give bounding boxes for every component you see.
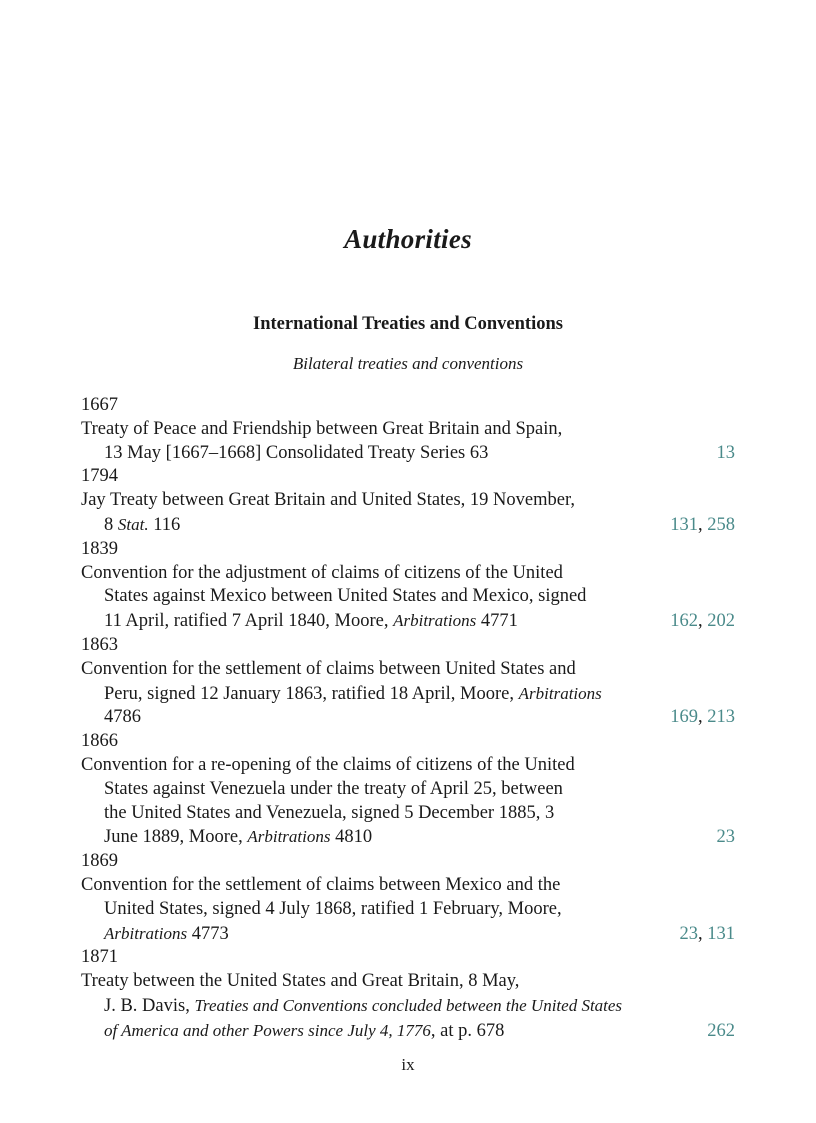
list-item (81, 489, 735, 538)
page-references (707, 1020, 735, 1044)
list-item (81, 658, 735, 730)
entry-italic-title: Arbitrations (247, 827, 331, 847)
entry-italic-title: Treaties and Conventions concluded between the United States (194, 995, 623, 1015)
page-ref-link[interactable]: 162 (670, 611, 698, 632)
entry-year: 1871 (81, 947, 118, 968)
list-item (81, 754, 735, 850)
page-ref-link[interactable]: 23 (716, 827, 735, 848)
list-item (81, 874, 735, 946)
entry-text (81, 513, 735, 538)
page-references (717, 826, 736, 850)
entry-year: 1866 (81, 731, 118, 752)
entry-year: 1794 (81, 466, 118, 487)
entry-text: States against Venezuela under the treaty of April 25, between (104, 778, 563, 799)
entry-year: 1863 (81, 634, 118, 655)
entry-text (81, 994, 735, 1019)
page-ref-separator: , (698, 923, 708, 944)
entry-text (81, 609, 735, 634)
list-item (81, 418, 735, 466)
entry-year: 1869 (81, 851, 118, 872)
page-ref-link[interactable]: 23 (679, 923, 698, 944)
page-ref-link[interactable]: 213 (707, 707, 735, 728)
page-ref-link[interactable]: 258 (707, 514, 735, 535)
page-ref-separator: , (698, 611, 708, 632)
entry-text: Treaty of Peace and Friendship between Great Britain and Spain, (81, 418, 563, 439)
authorities-list (81, 394, 735, 1044)
entry-text: States against Mexico between United States and Mexico, signed (104, 586, 587, 607)
entry-text: Convention for the settlement of claims between United States and (81, 658, 576, 679)
subheading: Bilateral treaties and conventions (292, 354, 524, 373)
entry-text-part: , at p. 678 (430, 1020, 505, 1041)
entry-italic-title: Arbitrations (393, 611, 477, 631)
entry-text-part: 116 (148, 514, 181, 535)
entry-text: 4786 (104, 707, 141, 728)
entry-italic-title: Arbitrations (518, 683, 602, 703)
page-references (717, 442, 736, 466)
page-ref-separator: , (698, 707, 708, 728)
entry-year: 1839 (81, 538, 118, 559)
entry-text-part: J. B. Davis, (104, 995, 195, 1016)
page-ref-link[interactable]: 202 (707, 611, 735, 632)
entry-text-part: Peru, signed 12 January 1863, ratified 18 April, Moore, (104, 683, 519, 704)
page-ref-link[interactable]: 169 (670, 707, 698, 728)
entry-text (81, 825, 735, 850)
entry-text-part: 11 April, ratified 7 April 1840, Moore, (104, 611, 394, 632)
entry-year: 1667 (81, 395, 118, 415)
entry-text-part: 4810 (330, 827, 373, 848)
entry-italic-title: of America and other Powers since July 4, 1776 (104, 1020, 431, 1040)
entry-text: 13 May [1667–1668] Consolidated Treaty Series 63 (104, 442, 489, 463)
entry-text (81, 922, 735, 947)
entry-text: the United States and Venezuela, signed 5 December 1885, 3 (104, 802, 555, 823)
entry-text: Jay Treaty between Great Britain and United States, 19 November, (81, 490, 576, 511)
page-references (670, 514, 735, 538)
entry-italic-title: Stat. (117, 514, 149, 534)
page-ref-link[interactable]: 131 (670, 514, 698, 535)
list-item (81, 970, 735, 1043)
page-ref-link[interactable]: 262 (707, 1020, 735, 1041)
page-number: ix (401, 1055, 415, 1074)
entry-text: Convention for the adjustment of claims of citizens of the United (81, 562, 563, 583)
page-ref-separator: , (698, 514, 708, 535)
entry-text (81, 682, 735, 707)
entry-text (81, 1019, 735, 1044)
entry-text-part: June 1889, Moore, (104, 827, 248, 848)
page-references (670, 610, 735, 634)
list-item (81, 562, 735, 634)
entry-italic-title: Arbitrations (104, 923, 188, 943)
page-title: Authorities (344, 224, 472, 254)
entry-text-part: 8 (104, 514, 118, 535)
entry-text-part: 4773 (187, 923, 229, 944)
section-heading: International Treaties and Conventions (253, 314, 563, 334)
entry-text-part: 4771 (476, 611, 518, 632)
entry-text: Treaty between the United States and Great Britain, 8 May, (81, 971, 520, 992)
entry-text: United States, signed 4 July 1868, ratified 1 February, Moore, (104, 898, 562, 919)
page-ref-link[interactable]: 131 (707, 923, 735, 944)
page-references (670, 706, 735, 730)
entry-text: Convention for the settlement of claims between Mexico and the (81, 874, 561, 895)
entry-text: Convention for a re-opening of the claims of citizens of the United (81, 754, 575, 775)
page-references (680, 923, 736, 947)
page-ref-link[interactable]: 13 (716, 442, 735, 463)
